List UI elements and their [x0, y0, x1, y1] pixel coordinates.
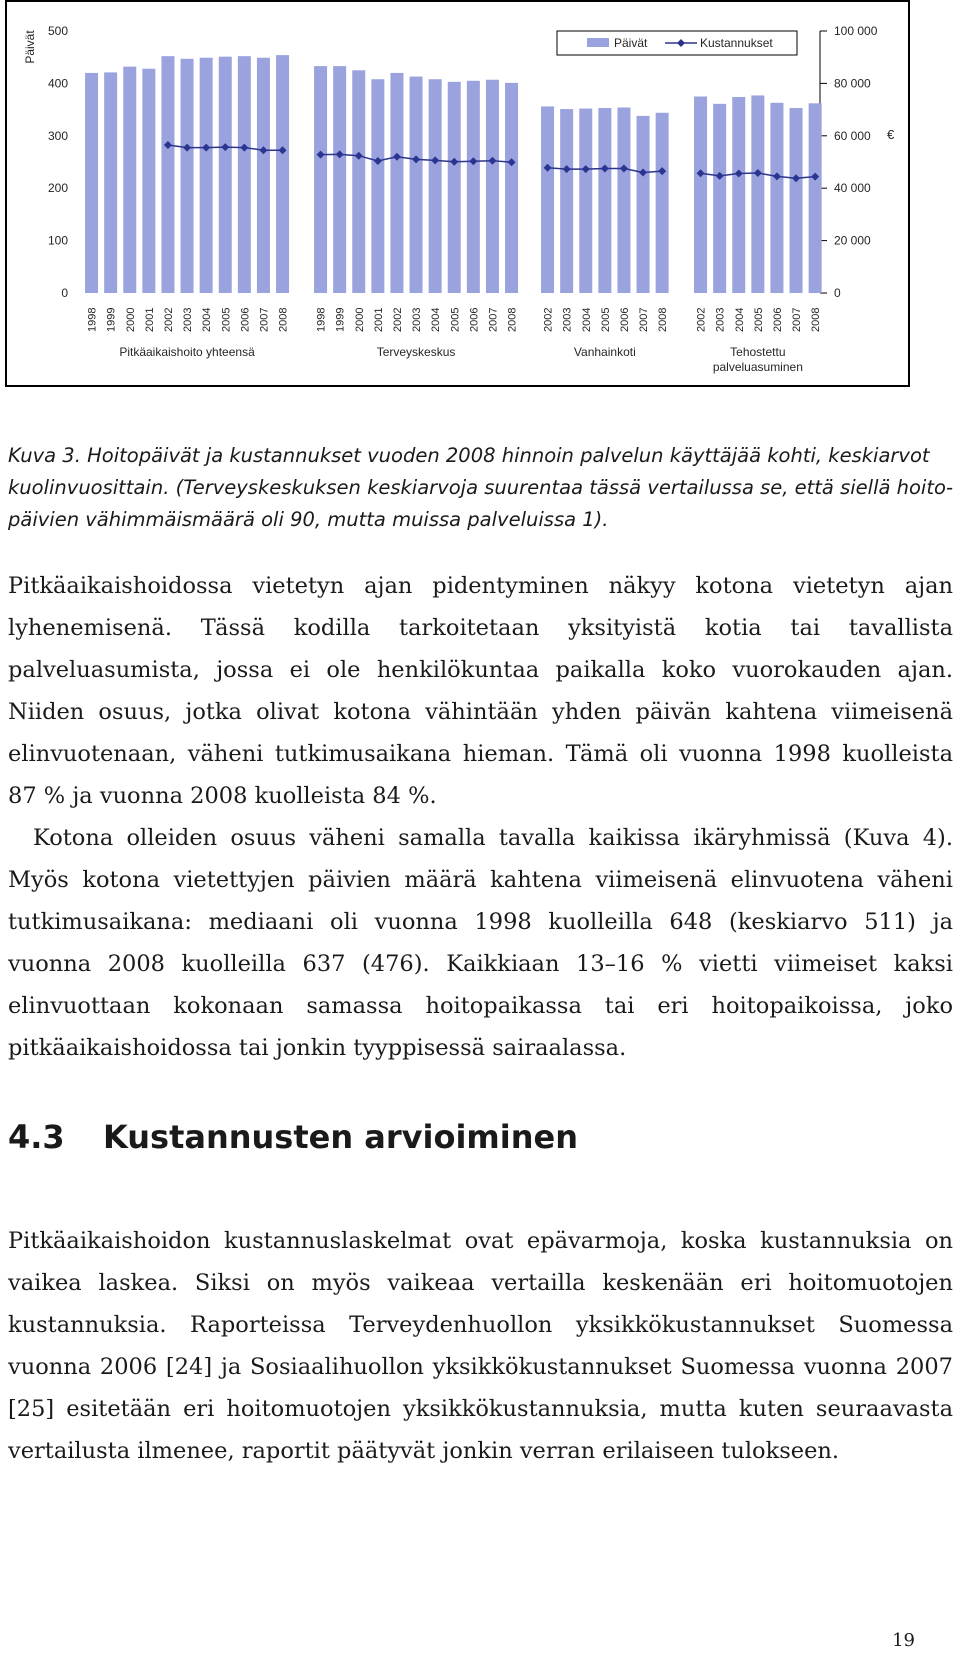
x-tick-label: 2000 [124, 307, 137, 332]
bar [333, 66, 346, 293]
bar [541, 106, 554, 293]
bar [598, 108, 611, 293]
bar [123, 67, 136, 293]
group-label: Vanhainkoti [573, 345, 636, 359]
x-tick-label: 2002 [542, 307, 555, 332]
y-left-tick-label: 300 [47, 128, 68, 143]
y-left-tick-label: 200 [47, 181, 68, 196]
bar [790, 108, 803, 293]
x-tick-label: 2005 [449, 307, 462, 332]
bar [257, 58, 270, 293]
y-right-tick-label: 60 000 [834, 128, 871, 143]
bar [713, 104, 726, 293]
bar [200, 58, 213, 293]
x-tick-label: 2004 [201, 307, 214, 332]
paragraph: Pitkäaikaishoidossa vietetyn ajan pidentyminen näkyy kotona vietetyn ajan lyhenemisenä. Tässä kodilla tarkoitetaan yksityistä kotia tai tavallista palveluasumista, jossa ei ole henkilökuntaa paikalla koko vuorokauden ajan. Niiden osuus, jotka olivat kotona vähintään yhden päivän kahtena viimeisenä elinvuotenaan, väheni tutkimusaikana hieman. Tämä oli vuonna 1998 kuolleista 87 % ja vuonna 2008 kuolleista 84 %. [8, 573, 953, 809]
section-title: Kustannusten arvioiminen [103, 1118, 578, 1156]
bar [505, 83, 518, 293]
page-number: 19 [892, 1630, 915, 1651]
x-tick-label: 2007 [791, 307, 804, 332]
x-tick-label: 2002 [695, 307, 708, 332]
bar [85, 73, 98, 293]
x-tick-label: 2002 [162, 307, 175, 332]
y-right-tick-label: 40 000 [834, 181, 871, 196]
bar [314, 66, 327, 293]
x-tick-label: 1998 [86, 307, 99, 332]
x-tick-label: 2007 [487, 307, 500, 332]
y-axis-left-label: Päivät [23, 30, 37, 64]
bar [238, 56, 251, 293]
bar [390, 73, 403, 293]
x-tick-label: 2005 [220, 307, 233, 332]
x-tick-label: 2002 [391, 307, 404, 332]
y-left-tick-label: 400 [47, 76, 68, 91]
paragraph: Kotona olleiden osuus väheni samalla tavalla kaikissa ikäryhmissä (Kuva 4). Myös kotona vietettyjen päivien määrä kahtena viimeisenä elinvuotena väheni tutkimusaikana: mediaani oli vuonna 1998 kuolleilla 648 (keskiarvo 511) ja vuonna 2008 kuolleilla 637 (476). Kaikkiaan 13–16 % vietti viimeiset kaksi elinvuottaan kokonaan samassa hoitopaikassa tai eri hoitopaikoissa, joko pitkäaikaishoidossa tai jonkin tyyppisessä sairaalassa. [8, 825, 953, 1061]
bar [770, 103, 783, 293]
bar [637, 116, 650, 293]
x-tick-label: 1999 [334, 307, 347, 332]
x-tick-label: 2000 [353, 307, 366, 332]
x-tick-label: 2007 [258, 307, 271, 332]
bar [161, 56, 174, 293]
y-right-unit: € [887, 127, 895, 142]
figure-caption: Kuva 3. Hoitopäivät ja kustannukset vuoden 2008 hinnoin palvelun käyttäjää kohti, keskiarvot kuolinvuosittain. (Terveyskeskuksen keskiarvoja suurentaa tässä vertailussa se, että siellä hoitopäivien vähimmäismäärä oli 90, mutta muissa palveluissa 1). [8, 444, 953, 531]
x-tick-label: 2008 [277, 307, 290, 332]
x-tick-label: 2003 [714, 307, 727, 332]
bar [276, 55, 289, 293]
group-label-line: palveluasuminen [712, 360, 803, 374]
bar [352, 70, 365, 293]
y-right-tick-label: 0 [834, 286, 841, 300]
legend-swatch-paivat [587, 38, 609, 47]
bar [751, 95, 764, 293]
x-tick-label: 2008 [657, 307, 670, 332]
bar [371, 79, 384, 293]
bar [467, 81, 480, 293]
y-right-tick-label: 20 000 [834, 233, 871, 248]
x-tick-label: 2008 [810, 307, 823, 332]
section-number: 4.3 [8, 1118, 65, 1156]
x-tick-label: 1998 [315, 307, 328, 332]
paragraph: Pitkäaikaishoidon kustannuslaskelmat ovat epävarmoja, koska kustannuksia on vaikea laskea. Siksi on myös vaikeaa vertailla keskenään eri hoitomuotojen kustannuksia. Raporteissa Terveydenhuollon yksikkökustannukset Suomessa vuonna 2006 [24] ja Sosiaalihuollon yksikkökustannukset Suomessa vuonna 2007 [25] esitetään eri hoitomuotojen yksikkökustannuksia, mutta kuten seuraavasta vertailusta ilmenee, raportit päätyvät jonkin verran erilaiseen tulokseen. [8, 1228, 953, 1464]
bar [486, 80, 499, 293]
x-tick-label: 2001 [143, 307, 156, 332]
bar [181, 59, 194, 293]
bar [410, 77, 423, 293]
x-tick-label: 2003 [182, 307, 195, 332]
bar [732, 97, 745, 293]
bar [560, 109, 573, 293]
x-tick-label: 2004 [733, 307, 746, 332]
bar [694, 97, 707, 294]
x-tick-label: 2006 [771, 307, 784, 332]
x-tick-label: 1999 [105, 307, 118, 332]
bar [617, 108, 630, 293]
bar [656, 113, 669, 293]
x-tick-label: 2006 [468, 307, 481, 332]
group-label-line: Tehostettu [730, 345, 786, 359]
bar [142, 69, 155, 293]
x-tick-label: 2003 [411, 307, 424, 332]
legend-label-paivat: Päivät [614, 36, 648, 50]
group-label: Terveyskeskus [376, 345, 456, 359]
x-tick-label: 2008 [506, 307, 519, 332]
x-tick-label: 2003 [561, 307, 574, 332]
legend-label-kustannukset: Kustannukset [700, 36, 773, 50]
bar [809, 103, 822, 293]
x-tick-label: 2006 [618, 307, 631, 332]
section-heading [8, 1118, 578, 1156]
x-tick-label: 2007 [638, 307, 651, 332]
bar [104, 72, 117, 293]
bar [219, 57, 232, 293]
body-section-1 [8, 565, 953, 1069]
y-left-tick-label: 100 [47, 233, 68, 248]
x-tick-label: 2004 [580, 307, 593, 332]
body-section-2 [8, 1220, 953, 1472]
x-tick-label: 2004 [430, 307, 443, 332]
x-tick-label: 2005 [599, 307, 612, 332]
bar [429, 79, 442, 293]
group-label: Pitkäaikaishoito yhteensä [119, 345, 255, 359]
x-tick-label: 2001 [372, 307, 385, 332]
chart-svg [5, 0, 911, 412]
y-left-tick-label: 0 [61, 286, 68, 300]
bar [448, 82, 461, 293]
chart-figure [5, 0, 911, 412]
x-tick-label: 2005 [752, 307, 765, 332]
bar [579, 109, 592, 293]
y-left-tick-label: 500 [47, 24, 68, 38]
x-tick-label: 2006 [239, 307, 252, 332]
y-right-tick-label: 80 000 [834, 76, 871, 91]
y-right-tick-label: 100 000 [834, 24, 878, 38]
